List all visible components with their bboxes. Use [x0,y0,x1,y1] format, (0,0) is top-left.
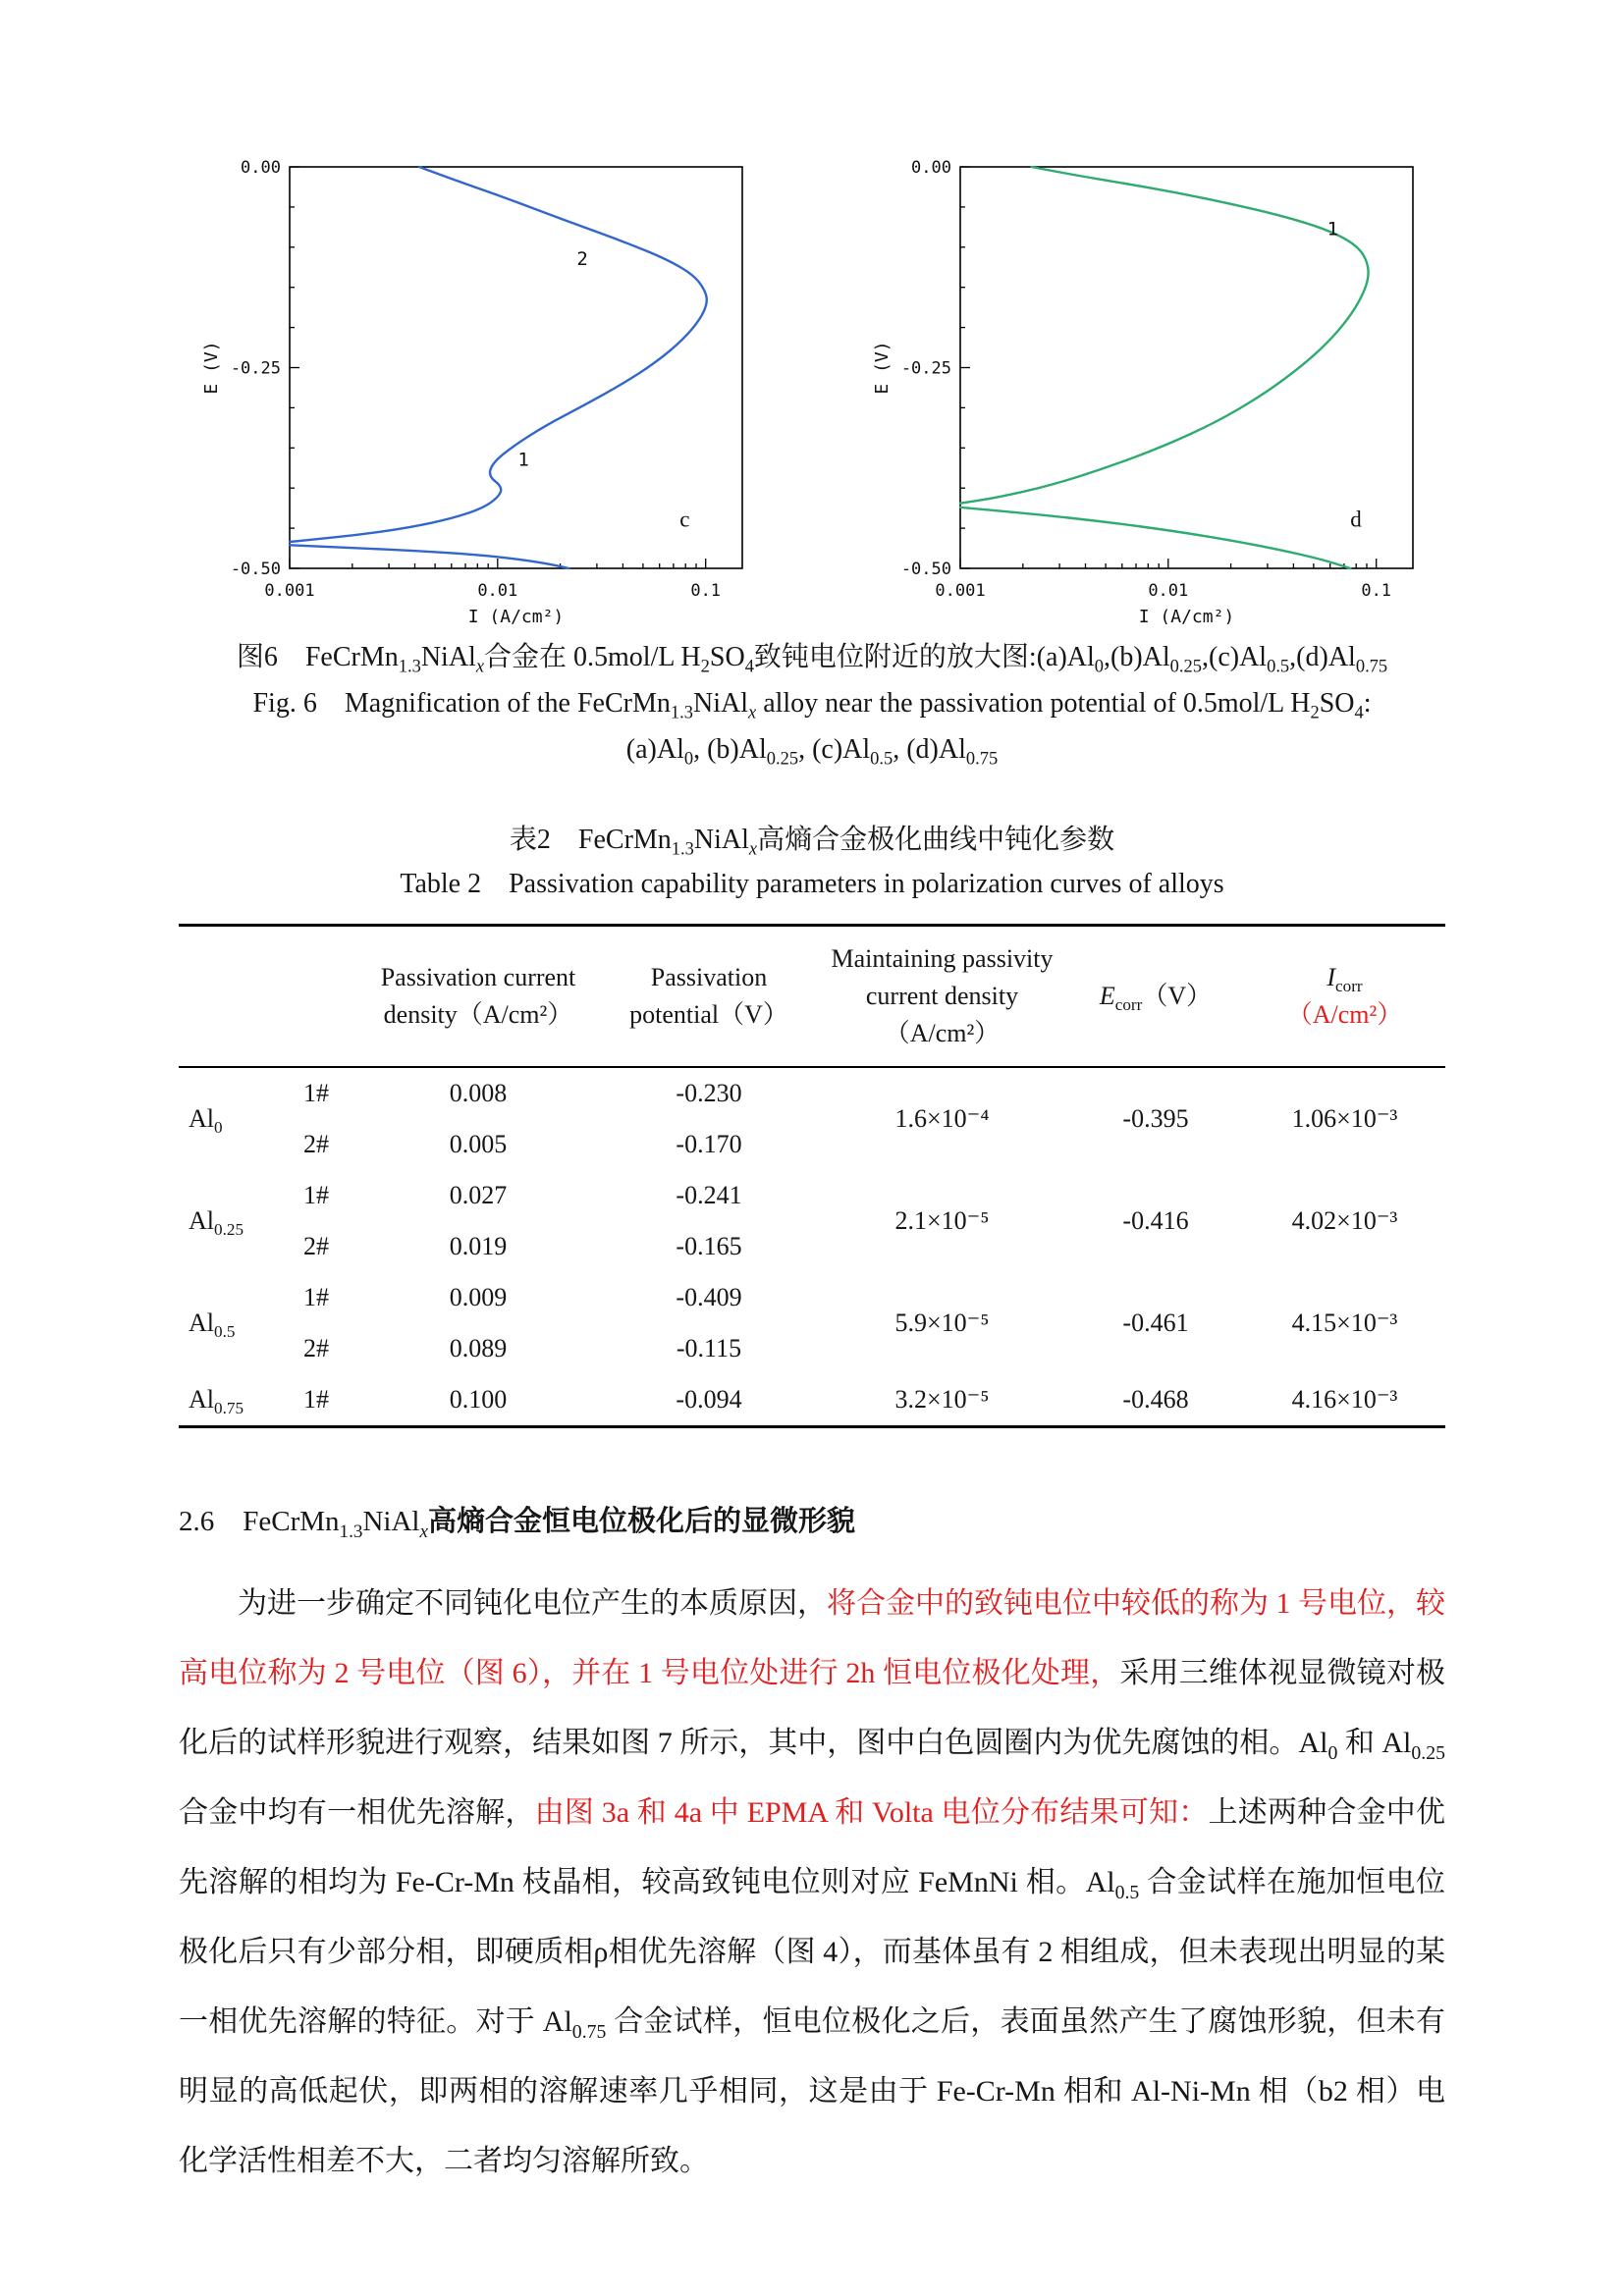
table-title-cn: 表2 FeCrMn$_{1.3}$NiAl$_x$高熵合金极化曲线中钝化参数 [509,825,1115,859]
svg-text:0.01: 0.01 [477,581,518,601]
table-row [179,1374,1445,1427]
alloy-cell: $Al_{0.75}$ [189,1385,244,1418]
svg-text:0.00: 0.00 [911,158,951,178]
svg-text:1: 1 [1326,218,1339,240]
mpcd-cell: 1.6×10⁻⁴ [894,1104,990,1133]
table-row [179,1067,1445,1119]
ecorr-cell: -0.468 [1122,1385,1189,1414]
svg-text:E (V): E (V) [201,341,222,395]
svg-text:0.001: 0.001 [264,581,315,601]
polarization-curve-chart-d [870,155,1425,624]
chart-panel-d [870,155,1425,624]
icorr-cell: 4.02×10⁻³ [1291,1206,1398,1235]
chart-panel-c [199,155,754,624]
svg-text:0.1: 0.1 [690,581,722,601]
pcd-cell: 0.027 [449,1181,508,1209]
figure-6-panels [179,155,1445,624]
sample-id-cell: 1# [303,1079,329,1107]
svg-text:-0.25: -0.25 [900,358,951,379]
svg-text:0.00: 0.00 [241,158,281,178]
sample-id-cell: 2# [303,1334,329,1362]
sample-id-cell: 2# [303,1130,329,1158]
alloy-column-header [179,926,277,1068]
svg-text:-0.50: -0.50 [230,560,281,579]
ecorr-header: $E_{corr}(V)$ [1067,926,1244,1068]
pcd-cell: 0.089 [449,1334,508,1362]
alloy-cell: $Al_{0.25}$ [189,1206,244,1240]
svg-text:-0.50: -0.50 [900,560,951,579]
svg-text:0.001: 0.001 [935,581,986,601]
svg-text:1: 1 [517,449,529,471]
ecorr-cell: -0.395 [1122,1104,1189,1133]
sample-id-cell: 2# [303,1232,329,1260]
sample-id-cell: 1# [303,1385,329,1414]
sample-id-cell: 1# [303,1283,329,1311]
body-paragraph: 为进一步确定不同钝化电位产生的本质原因，将合金中的致钝电位中较低的称为 1 号电位，较高电位称为 2 号电位（图 6），并在 1 号电位处进行 2h 恒电位极化处理，采用三维体视显微镜对极化后的试样形貌进行观察，结果如图 7 所示，其中，图中白色圆圈内为优先腐蚀的相。$Al_0$ 和 $Al_{0.25}$ 合金中均有一相优先溶解，由图 3a 和 4a 中 EPMA 和 Volta 电位分布结果可知：上述两种合金中优先溶解的相均为 Fe-Cr-Mn 枝晶相，较高致钝电位则对应 FeMnNi 相。$Al_{0.5}$ 合金试样在施加恒电位极化后只有少部分相，即硬质相ρ相优先溶解（图 4），而基体虽有 2 相组成，但未表现出明显的某一相优先溶解的特征。对于 $Al_{0.75}$ 合金试样，恒电位极化之后，表面虽然产生了腐蚀形貌，但未有明显的高低起伏，即两相的溶解速率几乎相同，这是由于 Fe-Cr-Mn 相和 Al-Ni-Mn 相（b2 相）电化学活性相差不大，二者均匀溶解所致。 [179,1587,1446,2177]
pp-cell: -0.094 [676,1385,742,1414]
svg-text:0.01: 0.01 [1148,581,1189,601]
figure-caption-en: Fig. 6 Magnification of the FeCrMn$_{1.3}$NiAl$_x$ alloy near the passivation potential of 0.5mol/L $H_2SO_4$: [252,688,1372,722]
figure-caption-en-list: $(a)Al_0$, $(b)Al_{0.25}$, $(c)Al_{0.5}$, $(d)Al_{0.75}$ [625,734,999,769]
icorr-cell: 4.16×10⁻³ [1291,1385,1398,1414]
alloy-cell: $Al_{0.5}$ [189,1308,236,1342]
table-2-titles [179,818,1445,906]
ecorr-cell: -0.416 [1122,1206,1189,1235]
pp-cell: -0.165 [676,1232,742,1260]
icorr-header: $I_{corr}$ （A/cm²） [1244,926,1445,1068]
passivation-potential-header: Passivation potential（V） [601,926,817,1068]
pcd-cell: 0.009 [449,1283,508,1311]
maintaining-passivity-header: Maintaining passivity current density （A/cm²） [817,926,1067,1068]
svg-text:-0.25: -0.25 [230,358,281,379]
ecorr-cell: -0.461 [1122,1308,1189,1337]
figure-caption-cn: 图6 FeCrMn$_{1.3}$NiAl$_x$合金在 0.5mol/L $H_2SO_4$致钝电位附近的放大图$:(a)Al_0,(b)Al_{0.25},(c)Al_{0.5},(d)Al_{0.75}$ [236,642,1388,676]
pcd-cell: 0.008 [449,1079,508,1107]
mpcd-cell: 2.1×10⁻⁵ [894,1206,990,1235]
mpcd-cell: 3.2×10⁻⁵ [894,1385,990,1414]
icorr-cell: 4.15×10⁻³ [1291,1308,1398,1337]
section-2-6-heading: 2.6 FeCrMn$_{1.3}$NiAl$_x$高熵合金恒电位极化后的显微形貌 [179,1506,855,1542]
svg-text:I (A/cm²): I (A/cm²) [467,607,565,624]
pp-cell: -0.230 [676,1079,742,1107]
table-row [179,1272,1445,1323]
polarization-curve-chart-c [199,155,754,624]
table-2 [179,924,1445,1428]
icorr-cell: 1.06×10⁻³ [1291,1104,1398,1133]
alloy-cell: $Al_0$ [189,1104,223,1138]
table-row [179,1170,1445,1221]
pp-cell: -0.409 [676,1283,742,1311]
mpcd-cell: 5.9×10⁻⁵ [894,1308,990,1337]
pcd-cell: 0.100 [449,1385,508,1414]
svg-text:d: d [1350,507,1362,532]
svg-text:2: 2 [576,247,588,270]
sample-column-header [277,926,355,1068]
svg-text:0.1: 0.1 [1361,581,1392,601]
svg-text:c: c [679,507,690,532]
figure-6-caption [179,634,1445,773]
pcd-cell: 0.019 [449,1232,508,1260]
table-header-row [179,926,1445,1068]
passivation-current-density-header: Passivation current density（A/cm²） [355,926,601,1068]
pp-cell: -0.115 [676,1334,742,1362]
svg-text:I (A/cm²): I (A/cm²) [1138,607,1235,624]
pp-cell: -0.241 [676,1181,742,1209]
sample-id-cell: 1# [303,1181,329,1209]
svg-text:E (V): E (V) [872,341,893,395]
pcd-cell: 0.005 [449,1130,508,1158]
table-title-en: Table 2 Passivation capability parameters in polarization curves of alloys [400,869,1224,899]
pp-cell: -0.170 [676,1130,742,1158]
